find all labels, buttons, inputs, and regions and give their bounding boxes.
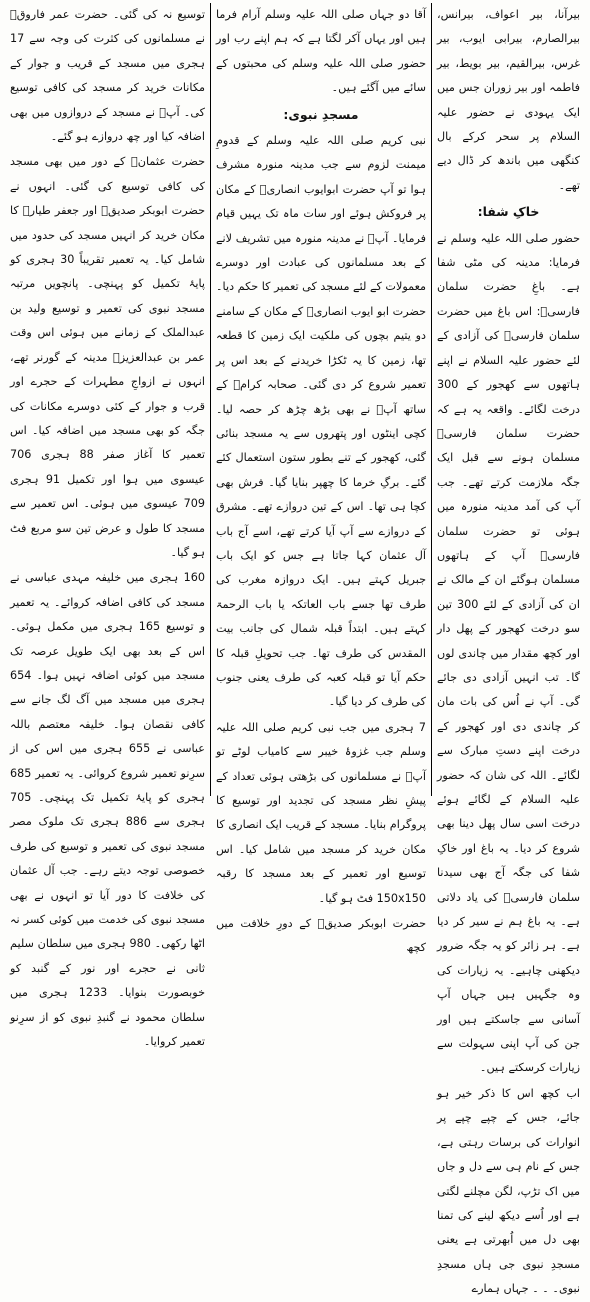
paragraph-uthman-walid: حضرت عثمانؓ کے دور میں بھی مسجد کی کافی توسیع کی گئی۔ انہوں نے حضرت ابوبکر صدیقؓ اور جعفر طیارؓ کا مکان خرید کر انہیں مسجد کی حدود میں شامل کیا۔ یہ تعمیر تقریباً 30 ہجری کو پایۂ تکمیل کو پہنچی۔ پانچویں مرتبہ مسجد نبوی کی تعمیر و توسیع ولید بن عبدالملک کے زمانے میں ہوئی اس وقت عمر بن عبدالعزیزؒ مدینہ کے گورنر تھے، انہوں نے ازواجِ مطہرات کے حجرے اور قرب و جوار کے کئی دوسرے مکانات کی جگہ کو بھی مسجد میں اضافہ کیا۔ اس تعمیر کا آغاز صفر 88 ہجری 706 عیسوی میں ہوا اور تکمیل 91 ہجری 709 عیسوی میں ہوئی۔ اس تعمیر سے مسجد کا طول و عرض تین سو مربع فٹ ہو گیا۔	[10, 155, 205, 559]
column-left	[5, 3, 210, 1049]
paragraph-aqa: آقا دو جہاں صلی اللہ علیہ وسلم آرام فرما ہیں اور یہاں آکر لگتا ہے کہ ہم اپنے رب اور حضور صلی اللہ علیہ وسلم کی محبتوں کے سائے میں آگئے ہیں۔	[216, 8, 426, 95]
paragraph-later-expansions: 160 ہجری میں خلیفہ مہدی عباسی نے مسجد کی کافی اضافہ کروائے۔ یہ تعمیر و توسیع 165 ہجری میں مکمل ہوئی۔ اس کے بعد بھی ایک طویل عرصہ تک مسجد میں کوئی اضافہ نہیں ہوا۔ 654 ہجری میں مسجد میں آگ لگ جانے سے کافی نقصان ہوا۔ خلیفہ معتصم باللہ عباسی نے 655 ہجری میں اس کی از سرِنو تعمیر شروع کروائی۔ یہ تعمیر 685 ہجری کو پایۂ تکمیل تک پہنچی۔ 705 ہجری سے 886 ہجری تک ملوک مصر مسجد نبوی کی تعمیر و توسیع کی طرف خصوصی توجہ دیتے رہے۔ جب آل عثمان کی خلافت کا دور آیا تو انہوں نے بھی مسجد نبوی کی خدمت میں کوئی کسر نہ اٹھا رکھی۔ 980 ہجری میں سلطان سلیم ثانی نے حجرے اور نور کے گنبد کو خوبصورت بنوایا۔ 1233 ہجری میں سلطان محمود نے گنبدِ نبوی کو از سرِنو تعمیر کروایا۔	[10, 571, 205, 1049]
heading-khak-e-shifa: خاکِ شفا:	[477, 204, 540, 220]
paragraph-construction: نبی کریم صلی اللہ علیہ وسلم کے قدومِ میمنت لزوم سے جب مدینہ منورہ مشرف ہوا تو آپ حضرت ابوایوب انصاریؓ کے مکان پر فروکش ہوئے اور سات ماہ تک یہیں قیام فرمایا۔ آپؐ نے مدینہ منورہ میں تشریف لانے کے بعد مسلمانوں کی عبادت اور دوسرے معمولات کے لئے مسجد کی تعمیر کا حکم دیا۔ حضرت ابو ایوب انصاریؓ کے مکان کے سامنے دو یتیم بچوں کی ملکیت ایک زمین کا قطعہ تھا، زمین کا یہ ٹکڑا خریدنے کے بعد اس پر تعمیر شروع کر دی گئی۔ صحابہ کرامؓ کے ساتھ آپؐ نے بھی بڑھ چڑھ کر حصہ لیا۔ کچی اینٹوں اور پتھروں سے یہ مسجد بنائی گئی، کھجور کے تنے بطور ستون استعمال کئے گئے۔ برگِ خرما کا چھپر بنایا گیا۔ فرش بھی کچا ہی تھا۔ اس کے تین دروازے تھے۔ مشرق کے دروازے سے آپ آیا کرتے تھے، اسے آج باب آل عثمان کہا جاتا ہے جس کو ایک باب جبریل کہتے ہیں۔ ایک دروازہ مغرب کی طرف تھا جسے باب العاتکہ یا باب الرحمۃ کہتے ہیں۔ ابتداً قبلہ شمال کی جانب بیت المقدس کی طرف تھا۔ جب تحویلِ قبلہ کا حکم آیا تو قبلہ کعبہ کی طرف یعنی جنوب کی طرف کر دیا گیا۔	[216, 134, 426, 709]
paragraph-wells: بیرآنا، بیر اعواف، بیرانس، بیرالصارم، بیرابی ایوب، بیر غرس، بیرالقیم، بیر بویط، بیر فاطمہ اور بیر زوران جس میں ایک یہودی نے حضور علیہ السلام پر سحر کرکے بال کنگھی میں باندھ کر ڈال دیے تھے۔	[437, 8, 580, 192]
column-middle	[210, 3, 432, 955]
paragraph-7-hijri: 7 ہجری میں جب نبی کریم صلی اللہ علیہ وسلم جب غزوۂ خیبر سے کامیاب لوٹے تو آپؐ نے مسلمانوں کی بڑھتی ہوئی تعداد کے پیشِ نظر مسجد کی تجدید اور توسیع کا پروگرام بنایا۔ مسجد کے قریب ایک انصاری کا مکان خرید کر مسجد میں شامل کیا۔ اس توسیع اور تعمیر کے بعد مسجد کا رقبہ 150x150 فٹ ہو گیا۔	[216, 720, 426, 905]
heading-masjid-nabawi: مسجدِ نبوی:	[283, 106, 359, 122]
column-right	[432, 3, 585, 1296]
paragraph-salman-garden: حضور صلی اللہ علیہ وسلم نے فرمایا: مدینہ کی مٹی شفا ہے۔ باغِ حضرت سلمان فارسیؓ: اس باغ میں حضرت سلمان فارسیؓ کی آزادی کے لئے حضور علیہ السلام نے اپنے ہاتھوں سے کھجور کے 300 درخت لگائے۔ واقعہ یہ ہے کہ حضرت سلمان فارسیؓ مسلمان ہونے سے قبل ایک جگہ ملازمت کرتے تھے۔ جب آپ کی آمد مدینہ منورہ میں ہوئی تو حضرت سلمان فارسیؓ آپ کے ہاتھوں مسلمان ہوگئے ان کے مالک نے ان کی آزادی کے لئے 300 تین سو درخت کھجور کے پھل دار اور کچھ مقدار میں چاندی لوں گا۔ تب انہیں آزادی دی جائے گی۔ آپ نے اُس کی بات مان کر چاندی دی اور کھجور کے درخت اپنے دستِ مبارک سے لگائے۔ اللہ کی شان کہ حضور علیہ السلام کے لگائے ہوئے درخت اسی سال پھل دینا بھی شروع کر دیا۔ یہ باغ اور خاکِ شفا کی جگہ آج بھی سیدنا سلمان فارسیؓ کی یاد دلاتی ہے۔ یہ باغ ہم نے سیر کر دیا ہے۔ ہر زائر کو یہ جگہ ضرور دیکھنی چاہیے۔ یہ زیارات کی وہ جگہیں ہیں جہاں آپ آسانی سے جاسکتے ہیں اور جن کی آپ اپنی سہولت سے زیارات کرسکتے ہیں۔	[437, 231, 581, 1075]
paragraph-umar: توسیع نہ کی گئی۔ حضرت عمر فاروقؓ نے مسلمانوں کی کثرت کی وجہ سے 17 ہجری میں مسجد کے قریب و جوار کے مکانات خرید کر مسجد کی کافی توسیع کی۔ آپؓ نے مسجد کے دروازوں میں بھی اضافہ کیا اور چھ دروازے ہو گئے۔	[10, 8, 205, 144]
paragraph-abu-bakr: حضرت ابوبکر صدیقؓ کے دورِ خلافت میں کچھ	[216, 917, 426, 955]
paragraph-intro-masjid: اب کچھ اس کا ذکر خیر ہو جائے، جس کے چپے چپے پر انوارات کی برسات رہتی ہے، جس کے نام ہی سے دل و جاں میں اک تڑپ، لگن مچلنے لگتی ہے اور اُسے دیکھ لینے کی تمنا بھی دل میں اُبھرتی ہے یعنی مسجدِ نبوی جی ہاں مسجدِ نبوی۔ ۔ ۔ جہاں ہمارے	[437, 1086, 580, 1296]
